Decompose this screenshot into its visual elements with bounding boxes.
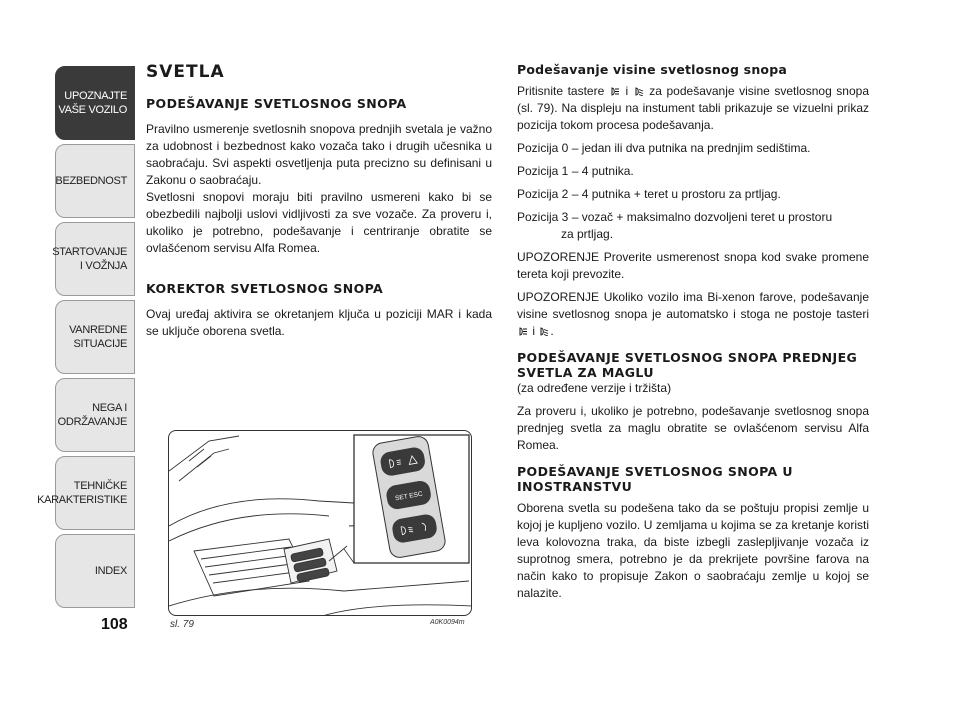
beam-down-icon [634,87,644,96]
paragraph: Pravilno usmerenje svetlosnih snopova prednjih svetala je važno za udobnost i bezbednost kako vozača tako i drugih učesnika u saobraćaju. Svi aspekti osvetljenja puta precizno su definisani u Zakonu o saobraćaju. [146,122,492,187]
position-1: Pozicija 1 – 4 putnika. [517,164,634,178]
set-esc-label: SET ESC [394,490,424,503]
tab-index[interactable]: INDEX [55,534,135,608]
right-column [517,62,869,602]
dashboard-illustration [169,431,472,616]
position-3: Pozicija 3 – vozač + maksimalno dozvoljeni teret u prostoru [517,210,833,224]
warning-1: UPOZORENJE Proverite usmerenost snopa kod svake promene tereta koji prevozite. [517,250,869,281]
tab-bezbednost[interactable]: BEZBEDNOST [55,144,135,218]
warning-2: UPOZORENJE Ukoliko vozilo ima Bi-xenon farove, podešavanje visine svetlosnog snopa je automatsko i stoga ne postoje tasteri i . [517,290,869,338]
beam-down-icon [539,327,549,336]
tab-vanredne-situacije[interactable]: VANREDNE SITUACIJE [55,300,135,374]
beam-up-icon [518,327,528,336]
subheading-beam-height: Podešavanje visine svetlosnog snopa [517,62,787,77]
page-number: 108 [101,616,128,633]
paragraph: Ovaj uređaj aktivira se okretanjem ključa u poziciji MAR i kada se uključe oborena svetla. [146,307,492,338]
left-column [146,62,492,340]
heading-note: (za određene verzije i tržišta) [517,381,672,395]
section-heading-beam-adjust: PODEŠAVANJE SVETLOSNOG SNOPA [146,96,407,111]
paragraph: Za proveru i, ukoliko je potrebno, podešavanje svetlosnog snopa prednjeg svetla za maglu obratite se ovlašćenom servisu Alfa Romea. [517,404,869,452]
page-title: SVETLA [146,62,225,82]
paragraph: Svetlosni snopovi moraju biti pravilno usmereni kako bi se obezbedili najbolji uslovi vidljivosti za sve vozače. Za proveru i, ukoliko je potrebno, podešavanje i centriranje obratite se ovlašćenom servisu Alfa Romea. [146,190,492,255]
beam-up-icon [610,87,620,96]
tab-startovanje-i-voznja[interactable]: STARTOVANJE I VOŽNJA [55,222,135,296]
position-2: Pozicija 2 – 4 putnika + teret u prostoru za prtljag. [517,187,781,201]
section-heading-abroad: PODEŠAVANJE SVETLOSNOG SNOPA U INOSTRANSTVU [517,464,793,494]
section-heading-corrector: KOREKTOR SVETLOSNOG SNOPA [146,281,384,296]
position-3-cont: za prtljag. [561,227,614,241]
tab-nega-i-odrzavanje[interactable]: NEGA I ODRŽAVANJE [55,378,135,452]
tab-tehnicke-karakteristike[interactable]: TEHNIČKE KARAKTERISTIKE [55,456,135,530]
section-heading-fog-light: PODEŠAVANJE SVETLOSNOG SNOPA PREDNJEG SVETLA ZA MAGLU [517,350,858,380]
figure-headlight-switch [168,430,472,616]
figure-code: A0K0094m [430,619,465,626]
figure-caption: sl. 79 [170,619,194,630]
tab-upoznajte-vase-vozilo[interactable]: UPOZNAJTE VAŠE VOZILO [55,66,135,140]
position-0: Pozicija 0 – jedan ili dva putnika na prednjim sedištima. [517,141,811,155]
paragraph: Pritisnite tastere i za podešavanje visine svetlosnog snopa (sl. 79). Na displeju na instument tabli prikazuje se vizuelni prikaz pozicija tokom procesa podešavanja. [517,84,870,132]
paragraph: Oborena svetla su podešena tako da se poštuju propisi zemlje u kojoj je kupljeno vozilo. U zemljama u kojima se za kretanje koristi leva kolovozna traka, da biste izbegli zaslepljivanje vozača iz suprotnog smera, potrebno je da prekrijete površine farova na način kako to propisuje Zakon o saobraćaju zemlje u kojoj se nalazite. [517,501,869,600]
